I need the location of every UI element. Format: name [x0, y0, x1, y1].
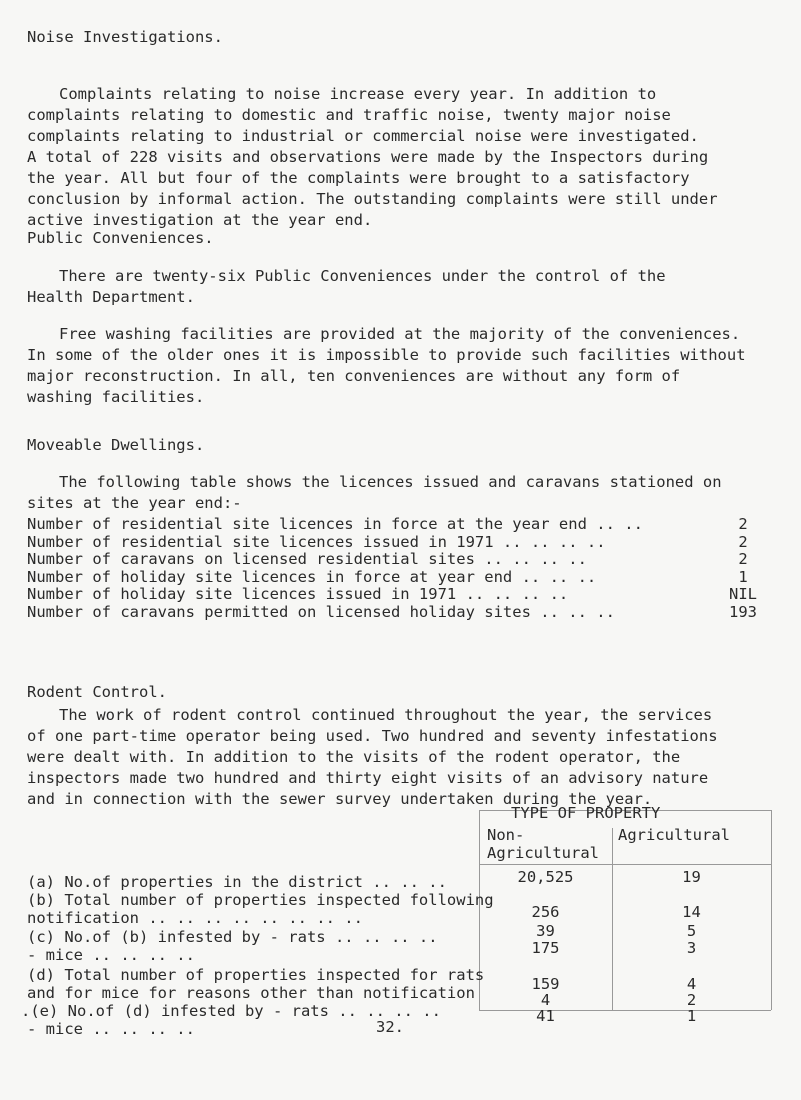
licence-value: NIL [729, 585, 757, 603]
table-cell-agricultural: 3 [686, 939, 697, 957]
text-line: The following table shows the licences issued and caravans stationed on [59, 473, 722, 491]
table-cell-agricultural: 14 [682, 903, 701, 921]
text-line: sites at the year end:- [27, 494, 242, 512]
text-line: active investigation at the year end. [27, 211, 373, 229]
licences-list [27, 516, 767, 621]
text-line: were dealt with. In addition to the visits of the rodent operator, the [27, 748, 681, 766]
text-line: complaints relating to industrial or commercial noise were investigated. [27, 127, 699, 145]
table-header: TYPE OF PROPERTY [511, 804, 661, 822]
table-row-label: (a) No.of properties in the district .. .. .. [27, 873, 447, 891]
text-line: complaints relating to domestic and traffic noise, twenty major noise [27, 106, 671, 124]
licence-label: Number of caravans on licensed residential sites .. .. .. .. [27, 550, 587, 568]
property-table [21, 804, 772, 1100]
table-cell-agricultural: 5 [686, 922, 697, 940]
text-line: The work of rodent control continued throughout the year, the services [59, 706, 713, 724]
licence-label: Number of residential site licences in force at the year end .. .. [27, 515, 643, 533]
column-header-non-agricultural-2: Agricultural [487, 844, 599, 862]
table-cell-agricultural: 4 [686, 975, 697, 993]
table-cell-non-agricultural: 41 [536, 1007, 555, 1025]
table-divider [479, 864, 771, 865]
licence-label: Number of holiday site licences in force at year end .. .. .. [27, 567, 597, 586]
table-row-label: .(e) No.of (d) infested by - rats .. .. .. .. [21, 1002, 441, 1020]
licence-value: 2 [738, 515, 748, 533]
text-line: Free washing facilities are provided at the majority of the conveniences. [59, 325, 741, 343]
text-line: of one part-time operator being used. Two hundred and seventy infestations [27, 727, 718, 745]
text-line: conclusion by informal action. The outstanding complaints were still under [27, 190, 718, 208]
text-line: There are twenty-six Public Conveniences under the control of the [59, 267, 666, 285]
table-row-label: (b) Total number of properties inspected following [27, 891, 494, 909]
rodent-heading: Rodent Control. [27, 683, 167, 701]
conveniences-paragraph-1 [27, 266, 767, 308]
text-line: major reconstruction. In all, ten conveniences are without any form of [27, 367, 681, 385]
dwellings-heading: Moveable Dwellings. [27, 436, 205, 454]
text-line: A total of 228 visits and observations were made by the Inspectors during [27, 148, 709, 166]
noise-paragraph [27, 84, 767, 231]
noise-heading: Noise Investigations. [27, 28, 223, 46]
table-cell-agricultural: 19 [682, 868, 701, 886]
text-line: and in connection with the sewer survey undertaken during the year. [27, 790, 653, 808]
table-cell-non-agricultural: 4 [540, 991, 551, 1009]
licence-label: Number of residential site licences issued in 1971 .. .. .. .. [27, 532, 606, 551]
licence-label: Number of holiday site licences issued in 1971 .. .. .. .. [27, 585, 569, 603]
rodent-paragraph [27, 705, 767, 810]
table-cell-non-agricultural: 20,525 [517, 868, 574, 886]
text-line: Complaints relating to noise increase every year. In addition to [59, 85, 657, 103]
column-header-non-agricultural-1: Non- [487, 826, 525, 844]
column-header-agricultural: Agricultural [618, 826, 730, 844]
table-cell-agricultural: 1 [686, 1007, 697, 1025]
dwellings-intro [27, 472, 767, 514]
licence-value: 2 [738, 550, 748, 568]
text-line: In some of the older ones it is impossible to provide such facilities without [27, 346, 746, 364]
list-item [27, 516, 767, 534]
list-item [27, 534, 767, 552]
conveniences-paragraph-2 [27, 324, 767, 408]
table-cell-non-agricultural: 256 [531, 903, 560, 921]
licence-value: 193 [729, 602, 757, 621]
table-row-label: (d) Total number of properties inspected for rats [27, 966, 485, 984]
table-cell-agricultural: 2 [686, 991, 697, 1009]
table-divider [771, 810, 772, 1010]
table-row-label: - mice .. .. .. .. [27, 1020, 195, 1038]
table-row-label: notification .. .. .. .. .. .. .. .. [27, 909, 363, 927]
list-item [27, 586, 767, 604]
table-cell-non-agricultural: 159 [531, 975, 560, 993]
table-cell-non-agricultural: 39 [536, 922, 555, 940]
licence-value: 1 [738, 567, 748, 586]
text-line: washing facilities. [27, 388, 205, 406]
list-item [27, 551, 767, 569]
text-line: Health Department. [27, 288, 195, 306]
table-row-label: and for mice for reasons other than notification [27, 984, 475, 1002]
licence-label: Number of caravans permitted on licensed holiday sites .. .. .. [27, 602, 615, 621]
page-number: 32. [376, 1018, 404, 1036]
list-item [27, 604, 767, 622]
table-row-label: (c) No.of (b) infested by - rats .. .. .. .. [27, 928, 438, 946]
licence-value: 2 [738, 532, 748, 551]
table-cell-non-agricultural: 175 [531, 939, 560, 957]
text-line: the year. All but four of the complaints were brought to a satisfactory [27, 169, 690, 187]
table-row-label: - mice .. .. .. .. [27, 946, 195, 964]
text-line: inspectors made two hundred and thirty eight visits of an advisory nature [27, 769, 709, 787]
conveniences-heading: Public Conveniences. [27, 229, 214, 247]
list-item [27, 569, 767, 587]
